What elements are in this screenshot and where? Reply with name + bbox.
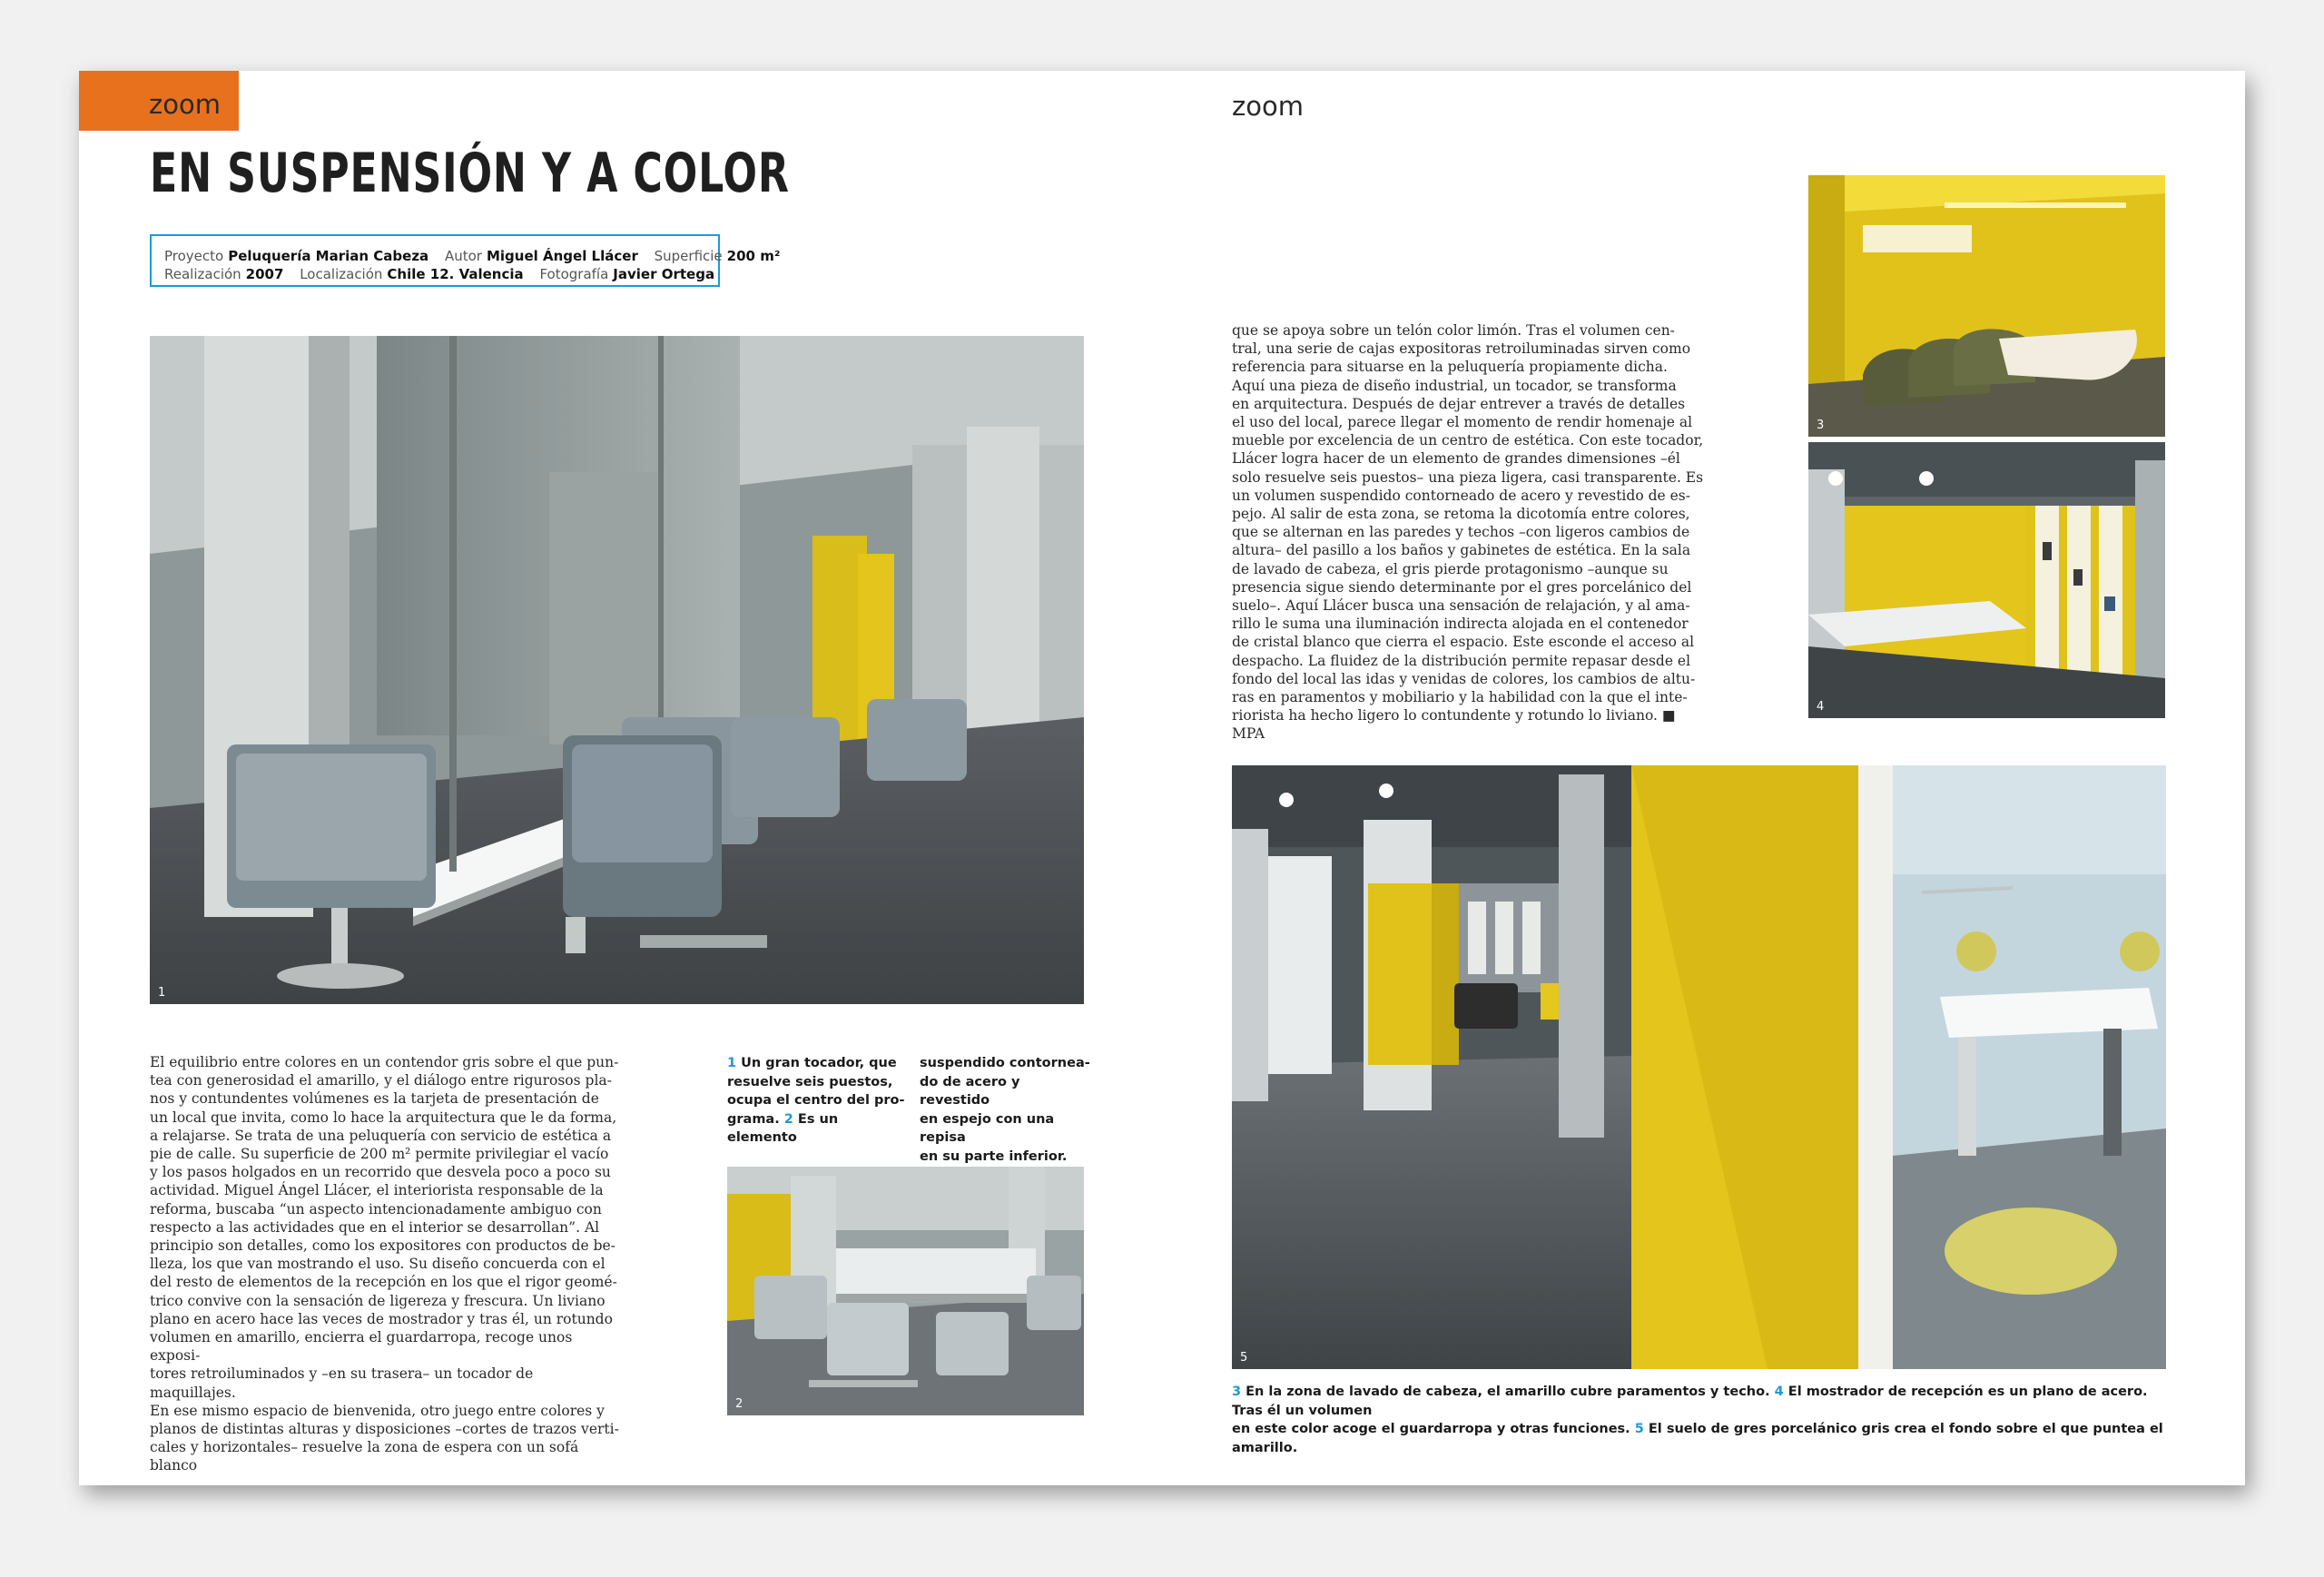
credit-value: Miguel Ángel Llácer (486, 248, 638, 264)
credit-label: Autor (444, 248, 482, 264)
photo-number: 1 (158, 986, 166, 1000)
credits-box (150, 234, 781, 287)
photo-number: 4 (1817, 700, 1825, 714)
caption-text: Es un elemento (727, 1111, 839, 1145)
photo-number: 3 (1817, 419, 1825, 432)
body-text-right: que se apoya sobre un telón color limón. Tras el volumen cen- tral, una serie de cajas expositoras retroiluminadas sirven como referencia para situarse en la peluquería propiamente dicha. Aquí una pieza de diseño industrial, un tocador, se transforma en arquitectura. Después de dejar entrever a través de detalles el uso del local, parece llegar el momento de rendir homenaje al mueble por excelencia de un centro de estética. Con este tocador, Llácer logra hacer de un elemento de grandes dimensiones –él solo resuelve seis puestos– una pieza ligera, casi transparente. Es un volumen suspendido contorneado de acero y revestido de es- pejo. Al salir de esta zona, se retoma la dicotomía entre colores, que se alternan en las paredes y techos –con ligeros cambios de altura– del pasillo a los baños y gabinetes de estética. En la sala de lavado de cabeza, el gris pierde protagonismo –aunque su presencia sigue siendo determinante por el gres porcelánico del suelo–. Aquí Llácer busca una sensación de relajación, y al ama- rillo le suma una iluminación indirecta alojada en el contenedor de cristal blanco que cierra el espacio. Este esconde el acceso al despacho. La fluidez de la distribución permite repasar desde el fondo del local las idas y venidas de colores, los cambios de altu- ras en paramentos y mobiliario y la habilidad con la que el inte- riorista ha hecho ligero lo contundente y rotundo lo liviano. ■ MPA (1232, 322, 1704, 743)
caption-number: 1 (727, 1056, 737, 1070)
credit-label: Fotografía (539, 266, 609, 282)
credits-row-1 (164, 247, 781, 265)
caption-number: 2 (783, 1111, 793, 1127)
credit-label: Realización (164, 266, 241, 282)
photo-3-wash-area (1808, 175, 2165, 437)
section-tab (79, 71, 239, 131)
caption-photos-1-2-col1 (727, 1054, 909, 1148)
caption-photos-3-4-5 (1232, 1383, 2176, 1457)
caption-text: El suelo de gres porcelánico gris crea el fondo sobre el que puntea el amarillo. (1232, 1422, 2163, 1455)
credit-value: 200 m² (726, 248, 781, 264)
caption-number: 4 (1774, 1385, 1784, 1399)
photo-2-image (727, 1167, 1084, 1415)
credit-value: Chile 12. Valencia (387, 266, 524, 282)
article-title: EN SUSPENSIÓN Y A COLOR (150, 142, 790, 205)
photo-4-reception (1808, 442, 2165, 718)
photo-2-salon-overview (727, 1167, 1084, 1415)
photo-number: 2 (735, 1397, 743, 1411)
photo-5-image (1232, 765, 2166, 1369)
photo-number: 5 (1240, 1351, 1248, 1365)
credit-value: Javier Ortega (613, 266, 715, 282)
section-label-right: zoom (1232, 91, 1304, 122)
magazine-spread (79, 71, 2245, 1485)
section-tab-label: zoom (149, 89, 221, 120)
credit-label: Localización (300, 266, 383, 282)
credit-value: Peluquería Marian Cabeza (228, 248, 429, 264)
caption-number: 3 (1232, 1385, 1242, 1399)
body-text-left: El equilibrio entre colores en un contendor gris sobre el que pun- tea con generosidad el amarillo, y el diálogo entre rigurosos pla- nos y contundentes volúmenes es la tarjeta de presentación de un local que invita, como lo hace la arquitectura que le da forma, a relajarse. Se trata de una peluquería con servicio de estética a pie de calle. Su superficie de 200 m² permite privilegiar el vacío y los pasos holgados en un recorrido que desvela poco a poco su actividad. Miguel Ángel Llácer, el interiorista responsable de la reforma, buscaba “un aspecto intencionadamente ambiguo con respecto a las actividades que en el interior se desarrollan”. Al principio son detalles, como los expositores con productos de be- lleza, los que van mostrando el uso. Su diseño concuerda con el del resto de elementos de la recepción en los que el rigor geomé- trico convive con la sensación de ligereza y frescura. Un liviano plano en acero hace las veces de mostrador y tras él, un rotundo volumen en amarillo, encierra el guardarropa, recoge unos exposi- tores retroiluminados y –en su trasera– un tocador de maquillajes. En ese mismo espacio de bienvenida, otro juego entre colores y planos de distintas alturas y disposiciones –cortes de trazos verti- cales y horizontales– resuelve la zona de espera con un sofá blanco (150, 1054, 619, 1474)
credits-row-2 (164, 265, 718, 283)
caption-number: 5 (1634, 1422, 1644, 1436)
photo-4-image (1808, 442, 2165, 718)
credit-label: Proyecto (164, 248, 224, 264)
caption-photos-1-2-col2: suspendido contornea- do de acero y revestido en espejo con una repisa en su parte inferior. (920, 1056, 1090, 1164)
photo-1-salon-mirror (150, 336, 1084, 1004)
photo-3-image (1808, 175, 2165, 437)
photo-1-image (150, 336, 1084, 1004)
photo-5-corridor (1232, 765, 2166, 1369)
caption-text: En la zona de lavado de cabeza, el amarillo cubre paramentos y techo. (1241, 1385, 1775, 1399)
credit-label: Superficie (654, 248, 723, 264)
caption-text: Un gran tocador, que resuelve seis puestos, ocupa el centro del pro- grama. (727, 1056, 905, 1127)
credit-value: 2007 (245, 266, 284, 282)
caption-text: El mostrador de recepción es un plano de acero. Tras él un volumen en este color acoge el guardarropa y otras funciones. (1232, 1385, 2148, 1436)
